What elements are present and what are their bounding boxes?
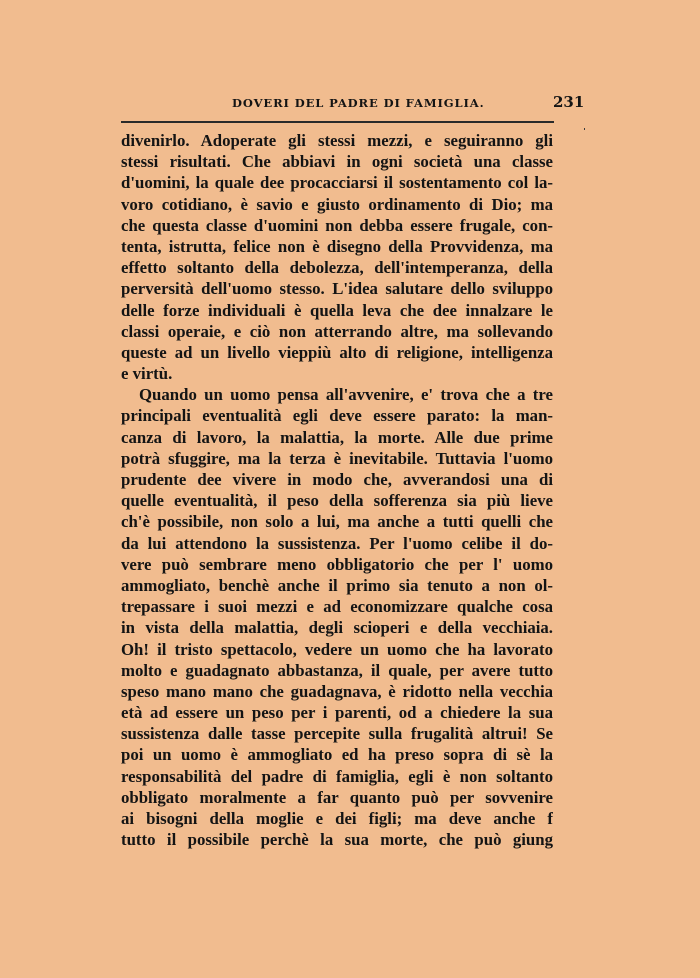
text-line: molto e guadagnato abbastanza, il quale, per avere tutto <box>121 660 553 680</box>
text-line: classi operaie, e ciò non atterrando altre, ma sollevando <box>121 321 553 341</box>
text-line: poi un uomo è ammogliato ed ha preso sopra di sè la <box>121 745 553 765</box>
text-line: che questa classe d'uomini non debba essere frugale, con- <box>121 215 553 235</box>
text-line: voro cotidiano, è savio e giusto ordinamento di Dio; ma <box>121 194 553 214</box>
text-line: stessi risultati. Che abbiavi in ogni società una classe <box>121 152 553 172</box>
text-line: responsabilità del padre di famiglia, egli è non soltanto <box>121 766 553 786</box>
text-line: età ad essere un peso per i parenti, od a chiedere la sua <box>121 703 553 723</box>
text-line: queste ad un livello vieppiù alto di religione, intelligenza <box>121 342 553 362</box>
text-line: trepassare i suoi mezzi e ad economizzare qualche cosa <box>121 597 553 617</box>
text-line: tenta, istrutta, felice non è disegno della Provvidenza, ma <box>121 236 553 256</box>
text-line: ammogliato, benchè anche il primo sia tenuto a non ol- <box>121 575 553 595</box>
text-line: effetto soltanto della debolezza, dell'intemperanza, della <box>121 258 553 278</box>
text-line: tutto il possibile perchè la sua morte, che può giung <box>121 830 553 850</box>
text-line: da lui attendono la sussistenza. Per l'uomo celibe il do- <box>121 533 553 553</box>
text-line: ai bisogni della moglie e dei figli; ma deve anche f <box>121 809 553 828</box>
header-rule <box>121 121 554 123</box>
text-line: in vista della malattia, degli scioperi e della vecchiaia. <box>121 618 553 638</box>
text-line: delle forze individuali è quella leva che dee innalzare le <box>121 300 553 320</box>
text-line: ch'è possibile, non solo a lui, ma anche a tutti quelli che <box>121 512 553 532</box>
paragraph-1 <box>121 130 553 384</box>
text-line: sussistenza dalle tasse percepite sulla frugalità altrui! Se <box>121 724 553 744</box>
text-line: vere può sembrare meno obbligatorio che per l' uomo <box>121 554 553 574</box>
text-line: d'uomini, la quale dee procacciarsi il sostentamento col la- <box>121 173 553 193</box>
text-line: divenirlo. Adoperate gli stessi mezzi, e seguiranno gli <box>121 131 553 150</box>
running-title: DOVERI DEL PADRE DI FAMIGLIA. <box>232 96 485 110</box>
text-line: obbligato moralmente a far quanto può per sovvenire <box>121 787 553 807</box>
text-line: perversità dell'uomo stesso. L'idea salutare dello sviluppo <box>121 279 553 299</box>
text-line: Oh! il tristo spettacolo, vedere un uomo che ha lavorato <box>121 639 553 659</box>
printing-speck <box>584 128 585 130</box>
text-line: Quando un uomo pensa all'avvenire, e' trova che a tre <box>139 385 553 405</box>
text-line: potrà sfuggire, ma la terza è inevitabile. Tuttavia l'uomo <box>121 448 553 468</box>
text-line: quelle eventualità, il peso della sofferenza sia più lieve <box>121 491 553 511</box>
page-number: 231 <box>553 93 585 111</box>
paragraph-2 <box>121 384 553 850</box>
text-line: canza di lavoro, la malattia, la morte. Alle due prime <box>121 427 553 447</box>
body-text <box>121 130 553 850</box>
text-line: principali eventualità egli deve essere parato: la man- <box>121 406 553 426</box>
text-line: prudente dee vivere in modo che, avverandosi una di <box>121 470 553 489</box>
text-line: e virtù. <box>121 364 173 384</box>
text-line: speso mano mano che guadagnava, è ridotto nella vecchia <box>121 681 553 701</box>
